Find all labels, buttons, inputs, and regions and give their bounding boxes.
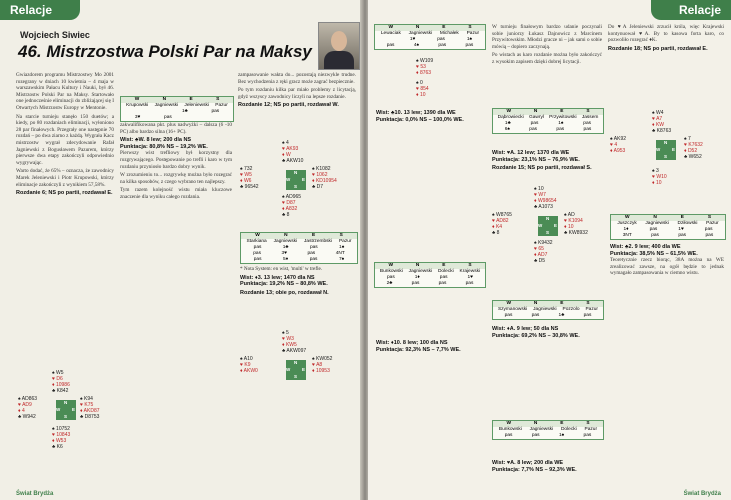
author-photo: [318, 22, 360, 70]
page-footer: Świat Brydża: [16, 491, 54, 497]
paragraph: W zrozumieniu to... rozgrywkę można było rozegrać na kilka sposobów, z czego wybrano ten najlepszy.: [120, 172, 232, 185]
paragraph: Na starcie turnieju stanęło 150 duetów; a kiedy, po 80 rozdaniach eliminacji, wyłoniono 28 par finałowych. Przegrały one następnie 70 rozdań – po dwa ziarno z każdą. Wygrała Kacz mistrzostw wygrał zdecydowanie Rafał Jagniewski z Bogusławem Pazurem, którzy pierwsze dwa etapy zakończyli odpowiednio wygrywając.: [16, 113, 114, 166]
deal-score: Punktacja: 92,3% NS – 7,7% WE.: [376, 346, 461, 353]
deal-8-summary: [492, 460, 602, 473]
paragraph: zampasowanie wakta do... pozostają niezwykle trudne. Bez wychodzenia z ręki gracz może zagrać bezpiecznie.: [238, 72, 356, 85]
deal-score: Punktacja: 38,5% NS – 61,5% WE.: [610, 250, 698, 257]
deal-result: Wist: ♦3. 13 lew; 1470 dla NS: [240, 274, 315, 281]
hand-west: ♠ 732 ♥ W5 ♦ W6 ♣ 96542: [240, 166, 259, 190]
deal-label: Rozdanie 18; NS po partii, rozdawał E.: [608, 45, 708, 52]
body-column-1: [16, 72, 114, 199]
deal-diagram-2: [240, 140, 358, 220]
deal-result: Wist: ♣W. 8 lew; 200 dla NS: [120, 137, 192, 144]
deal-diagram-3: [240, 330, 358, 420]
bidding-table-4: W N E S Lewaciak Jagniewski Michałek Pazur 1♥ pas 1♠ pas 4♠ pas pas: [374, 24, 486, 50]
deal-result: Wist: ♥A. 8 lew; 200 dla WE: [492, 460, 564, 466]
hand-north: ♠ W109 ♥ 53 ♦ 8763: [416, 58, 434, 76]
bidding-table-8: W N E S Bunkowski Jagniewski Dolecki Pazur pas pas 1♠ pas: [492, 420, 604, 440]
bidding-table-1: W N E S Krupowski Jagniewski Jeleniewski Pazur 1♣ pas 3♥ pas: [120, 96, 234, 122]
deal-result: Wist: ♥A. 12 lew; 1370 dla WE: [492, 150, 570, 156]
paragraph: Teoretycznie rzecz biorąc, 38A można na WE zrealizować zawsze, na ogół będzie to jednak wymagało zampasowania w ciemno wistu.: [610, 257, 724, 277]
hand-north: ♠ W5 ♥ D6 ♦ 10986 ♣ K842: [52, 370, 70, 394]
paragraph: Po tym rozdaniu kilka par miało problemy z licytacją, gdyż wszyscy zawodnicy liczyli na lepsze rozdanie.: [238, 87, 356, 100]
compass-rose: N W E S: [656, 140, 675, 159]
hand-south: ♠ 0 ♥ 854 ♦ 10: [416, 80, 429, 98]
deal-score: Punktacja: 7,7% NS – 92,3% WE.: [492, 466, 577, 473]
deal-2-summary: [240, 266, 356, 298]
hand-east: ♠ AD ♥ K1094 ♦ 10 ♣ KW8932: [564, 212, 588, 236]
bidding-table-7: W N E S Szymanowski Jagniewski Pozzolo Pazur pas pas 1♣ pas: [492, 300, 604, 320]
right-body-column-2: [608, 24, 724, 54]
deal-label: Rozdanie 15; NS po partii, rozdawał S.: [492, 165, 592, 172]
deal-result: Wist: ♦10. 8 lew; 100 dla NS: [376, 340, 448, 346]
deal-4-summary: [376, 110, 486, 123]
paragraph: Warto dodać, że 65% – oznacza, że zawodnicy Marek Jeleniewski i Piotr Krupowski, którzy eliminacje zakończyli z wynikiem 57,58%.: [16, 168, 114, 188]
deal-diagram-1: [18, 370, 118, 490]
hand-east: ♠ 7 ♥ K7632 ♦ D52 ♣ W652: [684, 136, 703, 160]
hand-west: ♠ AD863 ♥ AD9 ♦ 4 ♣ W942: [18, 396, 38, 420]
hand-west: ♠ W8765 ♥ AD82 ♦ K4 ♣ 8: [492, 212, 512, 236]
paragraph: Gwiazdorem programu Mistrzostwy Mo 2001 rozegrany w dniach 10 kwietnia – 4 maja w warszawskim Pałacu Kultury i Nauki, był 46. Mistrzostw Polski Par na Maksy. Startowało one jednocześnie eliminacji do zbliżającej się I Otwartych Mistrzostw Europy w Mentonie.: [16, 72, 114, 111]
hand-north: ♠ 5 ♥ W3 ♦ KW5 ♣ AKW097: [282, 330, 307, 354]
deal-diagram-7: [492, 186, 604, 266]
hand-south: ♠ 3 ♥ W10 ♦ 10: [652, 168, 667, 186]
deal-label: Rozdanie 13; obie po, rozdawał N.: [240, 289, 329, 296]
section-tab: Relacje: [651, 0, 731, 20]
deal-label: Rozdanie 12; NS po partii, rozdawał W.: [238, 102, 339, 109]
paragraph: zakwalifikowana pkt. plus nadwyżki – dalsza (6 -10 PC) albo bardzo silna (16+ PC).: [120, 122, 232, 135]
hand-north: ♠ W4 ♥ A7 ♦ KW ♣ K8763: [652, 110, 672, 134]
hand-east: ♠ K94 ♥ K75 ♦ AKD87 ♣ D8753: [80, 396, 100, 420]
deal-fragment-4: [376, 58, 486, 104]
deal-9-summary: [610, 244, 724, 279]
paragraph: Tym razem kolejność wistu miała kluczowe znaczenie dla wyniku całego rozdania.: [120, 187, 232, 200]
deal-5-summary: [376, 340, 486, 353]
hand-north: ♠ 4 ♥ AK93 ♦ W ♣ AKW10: [282, 140, 304, 164]
hand-west: ♠ A10 ♥ K9 ♦ AKW0: [240, 356, 258, 374]
deal-7-summary: [492, 326, 602, 339]
hand-west: ♠ AK92 ♥ 4 ♦ A953: [610, 136, 627, 154]
compass-rose: N W E S: [286, 360, 305, 379]
section-tab: Relacje: [0, 0, 80, 20]
paragraph: Do ♥A Jeleniewski zrzucił króla, więc Krajewski kontynuował ♥A. By to kasowa forta karo, co pozwoliło rozegrać ♦K.: [608, 24, 724, 44]
deal-score: Punktacja: 69,2% NS – 30,8% WE.: [492, 332, 580, 339]
hand-north: ♠ 10 ♥ W7 ♦ W98654 ♣ A1073: [534, 186, 557, 210]
hand-east: ♠ K1082 ♥ 1062 ♦ KD10954 ♣ D7: [312, 166, 337, 190]
right-body-column-1: [492, 24, 602, 68]
hand-south: ♠ 10752 ♥ 10843 ♦ W53 ♣ K6: [52, 426, 71, 450]
bidding-table-5: W N E S Bunkowski Jagniewski Dolecki Krajewski pas 1♦ pas 1♥ 2♣ pas pas pas: [374, 262, 486, 288]
body-column-3: [238, 72, 356, 111]
deal-result: Wist: ♣10. 13 lew; 1390 dla WE: [376, 110, 456, 116]
deal-score: Punktacja: 23,1% NS – 76,9% WE.: [492, 156, 580, 163]
hand-south: ♠ AD965 ♥ D87 ♦ A832 ♣ 8: [282, 194, 302, 218]
page-footer: Świat Brydża: [683, 491, 721, 497]
deal-score: Punktacja: 19,2% NS – 80,8% WE.: [240, 281, 328, 288]
paragraph: Po wistach as karo rozdanie można było zakończyć z wysokim zapisem dzięki dobrej licytacji.: [492, 52, 602, 65]
article-headline: 46. Mistrzostwa Polski Par na Maksy: [18, 42, 312, 61]
deal-result: Wist: ♣2. 9 lew; 400 dla WE: [610, 244, 681, 250]
deal-note: * Nota System: en wist, 'multi' w trefle.: [240, 266, 323, 272]
compass-rose: N W E S: [538, 216, 557, 235]
bidding-table-9: W N E S Juszczyk Jagniewski Dziłowski Pazur 1♦ pas 1♥ pas 3NT pas pas pas: [610, 214, 726, 240]
bidding-table-2: W N E S Starkiana Jagniewski Jastrzembski Pazur pas 1♣ pas 1♠ pas 3♥ pas 4NT pas 5♦ pas 7♠: [240, 232, 358, 264]
paragraph: W turnieju finałowym bardzo udanie poczynali sobie juniorzy Łukasz Dajnowicz z Marcinem Przywitowskim. Młodzi gracze ni – jak sami o sobie mówią – dopiero zaczynają.: [492, 24, 602, 50]
article-author: Wojciech Siwiec: [20, 30, 90, 40]
hand-east: ♠ KW052 ♥ A8 ♦ 10953: [312, 356, 333, 374]
compass-rose: N W E S: [286, 170, 305, 189]
deal-score: Punktacja: 0,0% NS – 100,0% WE.: [376, 116, 464, 123]
left-page: [0, 0, 362, 500]
deal-6-summary: [492, 150, 602, 174]
hand-south: ♠ K9432 ♥ 65 ♦ AD7 ♣ D5: [534, 240, 553, 264]
deal-score: Punktacja: 80,8% NS – 19,2% WE.: [120, 143, 208, 150]
body-column-2: [120, 122, 232, 203]
paragraph: Pierwszy wist trefliowy był korzystny dla rozgrywającego. Postępowanie po trefli i karo w tym rozdaniu przyniosło bardzo dobry wynik.: [120, 150, 232, 170]
right-page: [368, 0, 731, 500]
deal-label: Rozdanie 6; NS po partii, rozdawał E.: [16, 190, 113, 197]
bidding-table-6: W N E S Dąbrowiecki Gawryl Przywitowski Jassem 1♣ pas 1♠ pas 6♠ pas pas pas: [492, 108, 604, 134]
deal-diagram-9: [610, 110, 726, 190]
compass-rose: N W E S: [56, 400, 75, 419]
deal-result: Wist: ♦A. 9 lew; 50 dla NS: [492, 326, 559, 332]
